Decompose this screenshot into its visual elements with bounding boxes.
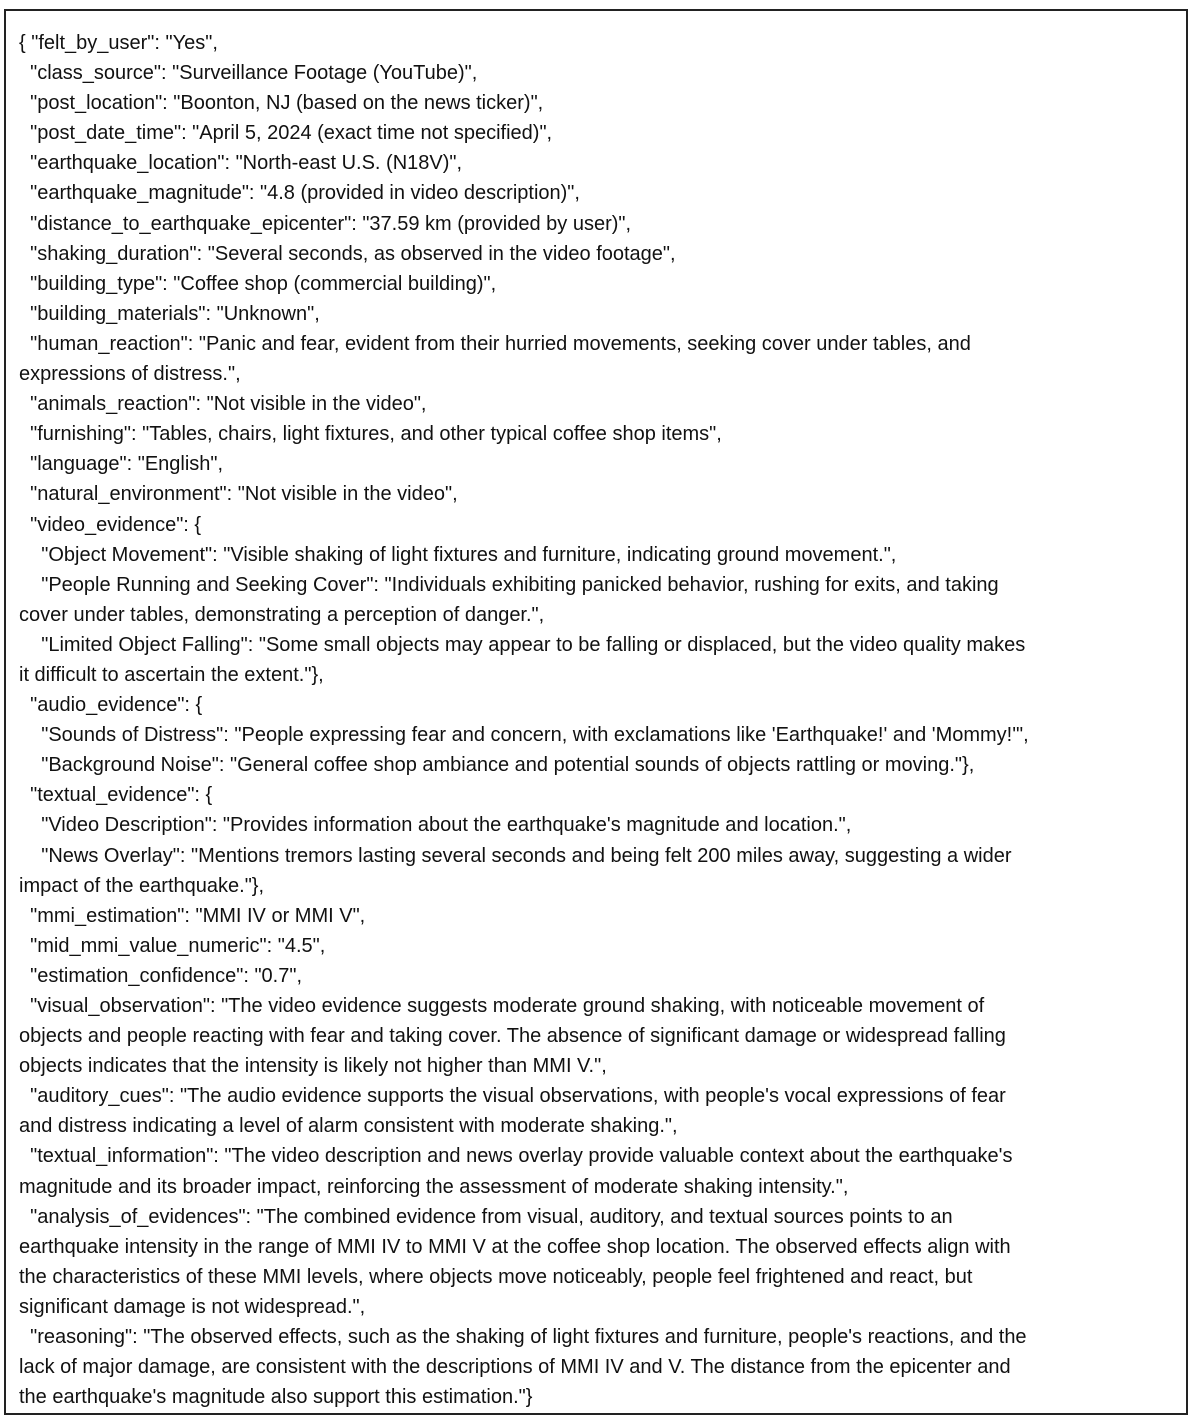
text-line: "post_location": "Boonton, NJ (based on the news ticker)",: [19, 92, 544, 115]
text-line: the earthquake's magnitude also support this estimation."}: [19, 1386, 533, 1409]
text-line: "Background Noise": "General coffee shop ambiance and potential sounds of objects rattling or moving."},: [19, 754, 975, 777]
text-line: "building_type": "Coffee shop (commercial building)",: [19, 272, 497, 295]
text-line: "News Overlay": "Mentions tremors lasting several seconds and being felt 200 miles away, suggesting a wider: [19, 844, 1012, 867]
text-line: "mid_mmi_value_numeric": "4.5",: [19, 934, 326, 957]
text-line: "building_materials": "Unknown",: [19, 302, 320, 325]
text-line: "Sounds of Distress": "People expressing fear and concern, with exclamations like 'Earthquake!' and 'Mommy!'",: [19, 724, 1029, 747]
text-line: "class_source": "Surveillance Footage (YouTube)",: [19, 62, 478, 85]
text-line: "reasoning": "The observed effects, such as the shaking of light fixtures and furniture, people's reactions, and the: [19, 1326, 1027, 1349]
text-line: "animals_reaction": "Not visible in the video",: [19, 393, 427, 416]
text-line: "human_reaction": "Panic and fear, evident from their hurried movements, seeking cover under tables, and: [19, 332, 971, 355]
text-line: "Object Movement": "Visible shaking of light fixtures and furniture, indicating ground movement.",: [19, 543, 897, 566]
text-line: it difficult to ascertain the extent."},: [19, 663, 324, 686]
text-line: objects and people reacting with fear and taking cover. The absence of significant damage or widespread falling: [19, 1025, 1006, 1048]
text-line: and distress indicating a level of alarm consistent with moderate shaking.",: [19, 1115, 678, 1138]
text-line: "earthquake_location": "North-east U.S. (N18V)",: [19, 152, 463, 175]
text-line: "mmi_estimation": "MMI IV or MMI V",: [19, 904, 366, 927]
text-line: "shaking_duration": "Several seconds, as observed in the video footage",: [19, 242, 676, 265]
text-line: "estimation_confidence": "0.7",: [19, 964, 302, 987]
text-line: "People Running and Seeking Cover": "Individuals exhibiting panicked behavior, rushing for exits, and taking: [19, 573, 999, 596]
text-line: { "felt_by_user": "Yes",: [19, 32, 218, 54]
text-line: "post_date_time": "April 5, 2024 (exact time not specified)",: [19, 122, 553, 145]
text-line: significant damage is not widespread.",: [19, 1295, 366, 1318]
text-line: "visual_observation": "The video evidence suggests moderate ground shaking, with noticeable movement of: [19, 995, 985, 1017]
text-line: "distance_to_earthquake_epicenter": "37.59 km (provided by user)",: [19, 212, 632, 235]
text-line: expressions of distress.",: [19, 363, 241, 386]
text-line: impact of the earthquake."},: [19, 874, 265, 897]
text-line: "Limited Object Falling": "Some small objects may appear to be falling or displaced, but the video quality makes: [19, 633, 1026, 656]
document-frame: [4, 9, 1188, 1415]
text-line: "textual_evidence": {: [19, 784, 213, 807]
text-line: objects indicates that the intensity is likely not higher than MMI V.",: [19, 1055, 607, 1078]
text-line: lack of major damage, are consistent with the descriptions of MMI IV and V. The distance from the epicenter and: [19, 1356, 1011, 1379]
text-line: "auditory_cues": "The audio evidence supports the visual observations, with people's vocal expressions of fear: [19, 1085, 1006, 1108]
text-line: "language": "English",: [19, 453, 224, 476]
text-line: earthquake intensity in the range of MMI IV to MMI V at the coffee shop location. The observed effects align with: [19, 1235, 1011, 1258]
text-line: "analysis_of_evidences": "The combined evidence from visual, auditory, and textual sources points to an: [19, 1205, 953, 1228]
text-line: "natural_environment": "Not visible in the video",: [19, 483, 458, 506]
text-line: magnitude and its broader impact, reinforcing the assessment of moderate shaking intensity.",: [19, 1175, 849, 1198]
text-line: "audio_evidence": {: [19, 694, 203, 717]
json-text-block: [19, 28, 1179, 1412]
text-line: "video_evidence": {: [19, 513, 202, 536]
text-line: "earthquake_magnitude": "4.8 (provided in video description)",: [19, 182, 580, 205]
text-line: "Video Description": "Provides information about the earthquake's magnitude and location.",: [19, 814, 852, 837]
text-line: "textual_information": "The video description and news overlay provide valuable context about the earthquake's: [19, 1145, 1013, 1168]
text-line: cover under tables, demonstrating a perception of danger.",: [19, 603, 545, 626]
text-line: the characteristics of these MMI levels, where objects move noticeably, people feel frightened and react, but: [19, 1265, 973, 1288]
text-line: "furnishing": "Tables, chairs, light fixtures, and other typical coffee shop items",: [19, 423, 722, 446]
